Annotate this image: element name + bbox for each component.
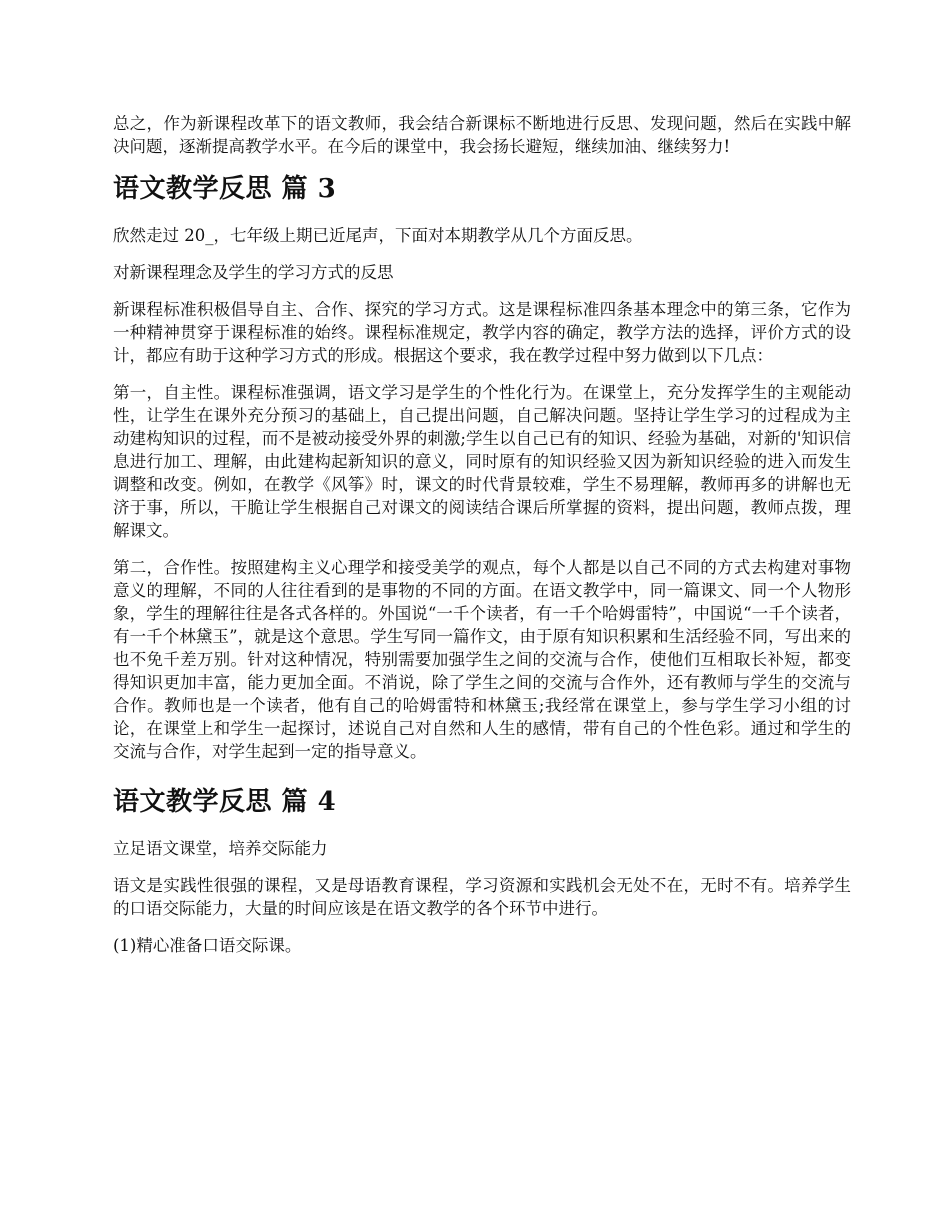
section-3-paragraph-4: 第一，自主性。课程标准强调，语文学习是学生的个性化行为。在课堂上，充分发挥学生的主观能动性，让学生在课外充分预习的基础上，自己提出问题，自己解决问题。坚持让学生学习的过程成为主动建构知识的过程，而不是被动接受外界的刺激;学生以自己已有的知识、经验为基础，对新的'知识信息进行加工、理解，由此建构起新知识的意义，同时原有的知识经验又因为新知识经验的进入而发生调整和改变。例如，在教学《风筝》时，课文的时代背景较难，学生不易理解，教师再多的讲解也无济于事，所以，干脆让学生根据自己对课文的阅读结合课后所掌握的资料，提出问题，教师点拨，理解课文。 <box>113 383 851 540</box>
section-3-paragraph-3: 新课程标准积极倡导自主、合作、探究的学习方式。这是课程标准四条基本理念中的第三条，它作为一种精神贯穿于课程标准的始终。课程标准规定，教学内容的确定，教学方法的选择，评价方式的设计，都应有助于这种学习方式的形成。根据这个要求，我在教学过程中努力做到以下几点： <box>113 300 851 365</box>
section-4-paragraph-3: (1)精心准备口语交际课。 <box>113 936 302 955</box>
section-4-paragraph-1: 立足语文课堂，培养交际能力 <box>113 839 328 858</box>
section-4-heading: 语文教学反思 篇 4 <box>113 787 337 817</box>
document-page <box>113 112 851 971</box>
section-3-paragraph-5: 第二，合作性。按照建构主义心理学和接受美学的观点，每个人都是以自己不同的方式去构建对事物意义的理解，不同的人往往看到的是事物的不同的方面。在语文教学中，同一篇课文、同一个人物形象，学生的理解往往是各式各样的。外国说“一千个读者，有一千个哈姆雷特”，中国说“一千个读者，有一千个林黛玉”，就是这个意思。学生写同一篇作文，由于原有知识积累和生活经验不同，写出来的也不免千差万别。针对这种情况，特别需要加强学生之间的交流与合作，使他们互相取长补短，都变得知识更加丰富，能力更加全面。不消说，除了学生之间的交流与合作外，还有教师与学生的交流与合作。教师也是一个读者，他有自己的哈姆雷特和林黛玉;我经常在课堂上，参与学生学习小组的讨论，在课堂上和学生一起探讨，述说自己对自然和人生的感情，带有自己的个性色彩。通过和学生的交流与合作，对学生起到一定的指导意义。 <box>113 558 851 761</box>
section-4-paragraph-2: 语文是实践性很强的课程，又是母语教育课程，学习资源和实践机会无处不在，无时不有。培养学生的口语交际能力，大量的时间应该是在语文教学的各个环节中进行。 <box>113 876 851 918</box>
section-3-heading: 语文教学反思 篇 3 <box>113 174 337 204</box>
section-3-paragraph-2: 对新课程理念及学生的学习方式的反思 <box>113 263 394 282</box>
section-3-paragraph-1: 欣然走过 20_，七年级上期已近尾声，下面对本期教学从几个方面反思。 <box>113 226 643 245</box>
intro-conclusion-paragraph: 总之，作为新课程改革下的语文教师，我会结合新课标不断地进行反思、发现问题，然后在实践中解决问题，逐渐提高教学水平。在今后的课堂中，我会扬长避短，继续加油、继续努力! <box>113 114 851 156</box>
